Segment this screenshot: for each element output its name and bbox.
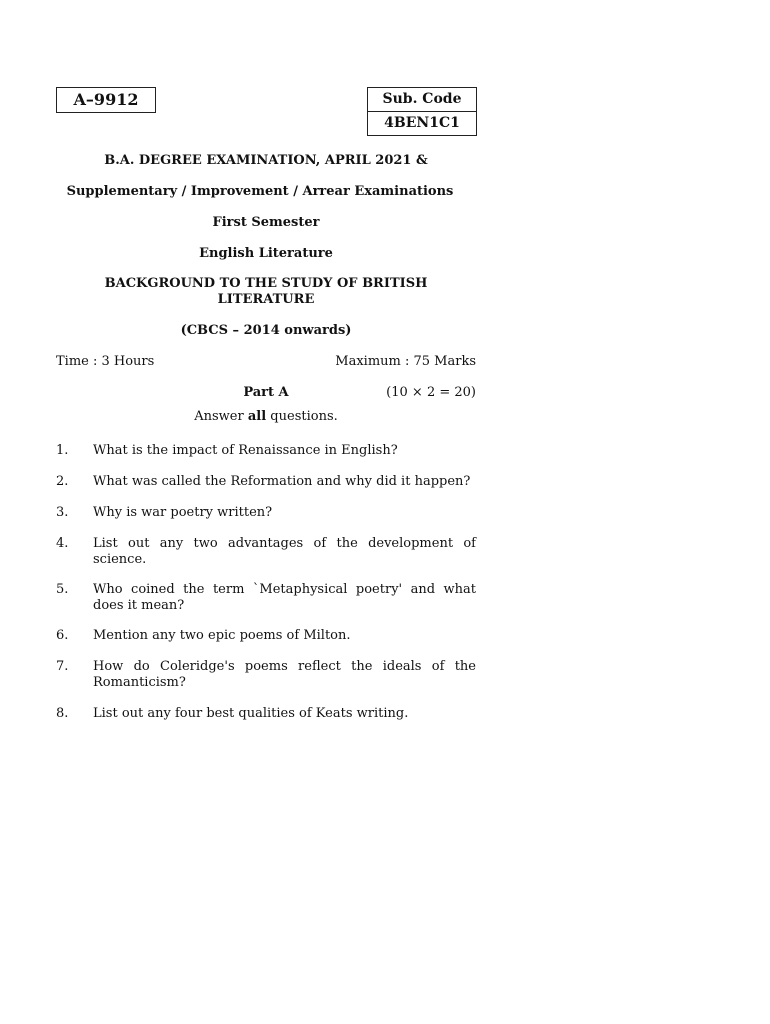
question-text: Mention any two epic poems of Milton. [93, 628, 351, 643]
paper-code: A–9912 [73, 90, 139, 109]
supplementary-title: Supplementary / Improvement / Arrear Examinations [66, 184, 454, 199]
sub-code-value: 4BEN1C1 [368, 111, 476, 135]
question-text: Why is war poetry written? [93, 505, 273, 520]
paper-code-box [56, 87, 156, 113]
question-item [56, 536, 476, 568]
question-number: 7. [56, 659, 69, 674]
question-number: 5. [56, 582, 69, 597]
question-text: List out any two advantages of the development of science. [93, 536, 476, 567]
max-marks-text: Maximum : 75 Marks [335, 354, 476, 369]
instruction-post: questions. [266, 409, 338, 424]
question-item [56, 443, 476, 459]
question-number: 2. [56, 474, 69, 489]
question-number: 1. [56, 443, 69, 458]
question-text: What is the impact of Renaissance in English? [93, 443, 398, 458]
question-text: How do Coleridge's poems reflect the ideals of the Romanticism? [93, 659, 476, 690]
instruction-bold: all [247, 409, 267, 424]
time-text: Time : 3 Hours [56, 354, 155, 369]
question-number: 8. [56, 706, 69, 721]
sub-code-table [367, 87, 477, 136]
question-number: 3. [56, 505, 69, 520]
question-text: List out any four best qualities of Keats writing. [93, 706, 409, 721]
instruction-pre: Answer [194, 409, 248, 424]
scheme-title: (CBCS – 2014 onwards) [180, 323, 352, 338]
part-a-instruction [56, 409, 476, 424]
subject-title: English Literature [199, 246, 333, 261]
question-item [56, 474, 476, 490]
question-number: 4. [56, 536, 69, 551]
course-title-line1: BACKGROUND TO THE STUDY OF BRITISH [104, 276, 428, 291]
question-text: What was called the Reformation and why did it happen? [93, 474, 471, 489]
question-item [56, 628, 476, 644]
sub-code-label: Sub. Code [382, 91, 462, 107]
part-a-marks: (10 × 2 = 20) [386, 385, 476, 400]
question-item [56, 505, 476, 521]
semester-title: First Semester [212, 215, 320, 230]
question-number: 6. [56, 628, 69, 643]
question-item [56, 582, 476, 614]
question-item [56, 706, 476, 722]
question-item [56, 659, 476, 691]
part-a-title: Part A [243, 385, 289, 400]
course-title-line2: LITERATURE [217, 292, 315, 307]
exam-title: B.A. DEGREE EXAMINATION, APRIL 2021 & [104, 153, 428, 168]
question-text: Who coined the term `Metaphysical poetry' and what does it mean? [93, 582, 476, 613]
meta-row [56, 353, 476, 370]
